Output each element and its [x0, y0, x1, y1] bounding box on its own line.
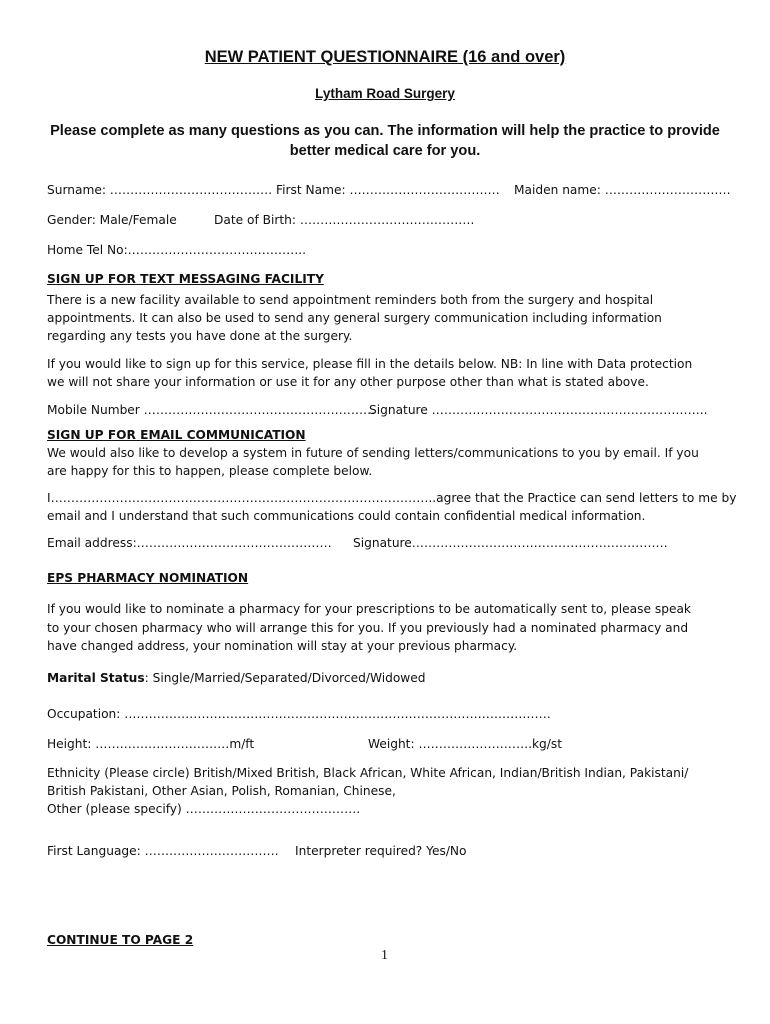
text-messaging-line: we will not share your information or use it for any other purpose other than what is stated above.	[47, 375, 649, 389]
text-messaging-line: regarding any tests you have done at the surgery.	[47, 329, 353, 343]
dob-field[interactable]: Date of Birth: …………………………………….	[214, 213, 475, 227]
ethnicity-other-field[interactable]: Other (please specify) …………………………………….	[47, 802, 361, 816]
weight-field[interactable]: Weight: ……………………….kg/st	[368, 737, 563, 751]
text-messaging-heading: SIGN UP FOR TEXT MESSAGING FACILITY	[47, 272, 324, 286]
intro-text: Please complete as many questions as you can. The information will help the practice to provide better medical care for you.	[50, 123, 720, 159]
first-language-field[interactable]: First Language: ……………………………	[47, 844, 279, 858]
continue-note: CONTINUE TO PAGE 2	[47, 933, 194, 947]
email-consent-name-field[interactable]: I…………………………………………………………………………………..agree that the Practice can send letters to me by	[47, 491, 737, 505]
marital-status-field[interactable]	[47, 669, 426, 687]
eps-line: If you would like to nominate a pharmacy for your prescriptions to be automatically sent to, please speak	[47, 602, 691, 616]
text-messaging-line: If you would like to sign up for this service, please fill in the details below. NB: In line with Data protection	[47, 357, 693, 371]
occupation-field[interactable]: Occupation: ……………………………………………………………………………………………	[47, 707, 551, 721]
email-heading: SIGN UP FOR EMAIL COMMUNICATION	[47, 428, 306, 442]
email-line: We would also like to develop a system in future of sending letters/communications to you by email. If you	[47, 446, 699, 460]
surname-field[interactable]: Surname: ………………………………….	[47, 183, 273, 197]
height-field[interactable]: Height: ……………………………m/ft	[47, 737, 255, 751]
email-line: email and I understand that such communications could contain confidential medical information.	[47, 509, 646, 523]
ethnicity-options[interactable]: Ethnicity (Please circle) British/Mixed British, Black African, White African, Indian/British Indian, Pakistani/	[47, 766, 689, 780]
text-messaging-line: appointments. It can also be used to send any general surgery communication including information	[47, 311, 662, 325]
marital-status-label: Marital Status	[47, 671, 145, 685]
email-address-field[interactable]: Email address:…………………………………………	[47, 536, 332, 550]
eps-line: have changed address, your nomination will stay at your previous pharmacy.	[47, 639, 518, 653]
gender-field[interactable]: Gender: Male/Female	[47, 213, 177, 227]
email-signature-field[interactable]: Signature………………………………………………………	[353, 536, 668, 550]
eps-line: to your chosen pharmacy who will arrange this for you. If you previously had a nominated pharmacy and	[47, 621, 689, 635]
mobile-number-field[interactable]: Mobile Number …………………………………………………	[47, 403, 376, 417]
interpreter-field[interactable]: Interpreter required? Yes/No	[295, 844, 467, 858]
text-messaging-line: There is a new facility available to send appointment reminders both from the surgery and hospital	[47, 293, 654, 307]
page-number: 1	[381, 948, 388, 963]
eps-heading: EPS PHARMACY NOMINATION	[47, 571, 249, 585]
practice-name: Lytham Road Surgery	[315, 86, 455, 101]
email-line: are happy for this to happen, please complete below.	[47, 464, 373, 478]
ethnicity-options[interactable]: British Pakistani, Other Asian, Polish, Romanian, Chinese,	[47, 784, 396, 798]
home-tel-field[interactable]: Home Tel No:……………………………………..	[47, 243, 307, 257]
marital-status-options: : Single/Married/Separated/Divorced/Widowed	[144, 671, 426, 685]
first-name-field[interactable]: First Name: ……………………………….	[276, 183, 500, 197]
text-signature-field[interactable]: Signature …………………………………………………………..	[369, 403, 708, 417]
document-title: NEW PATIENT QUESTIONNAIRE (16 and over)	[204, 48, 566, 66]
maiden-name-field[interactable]: Maiden name: ………………………….	[514, 183, 731, 197]
